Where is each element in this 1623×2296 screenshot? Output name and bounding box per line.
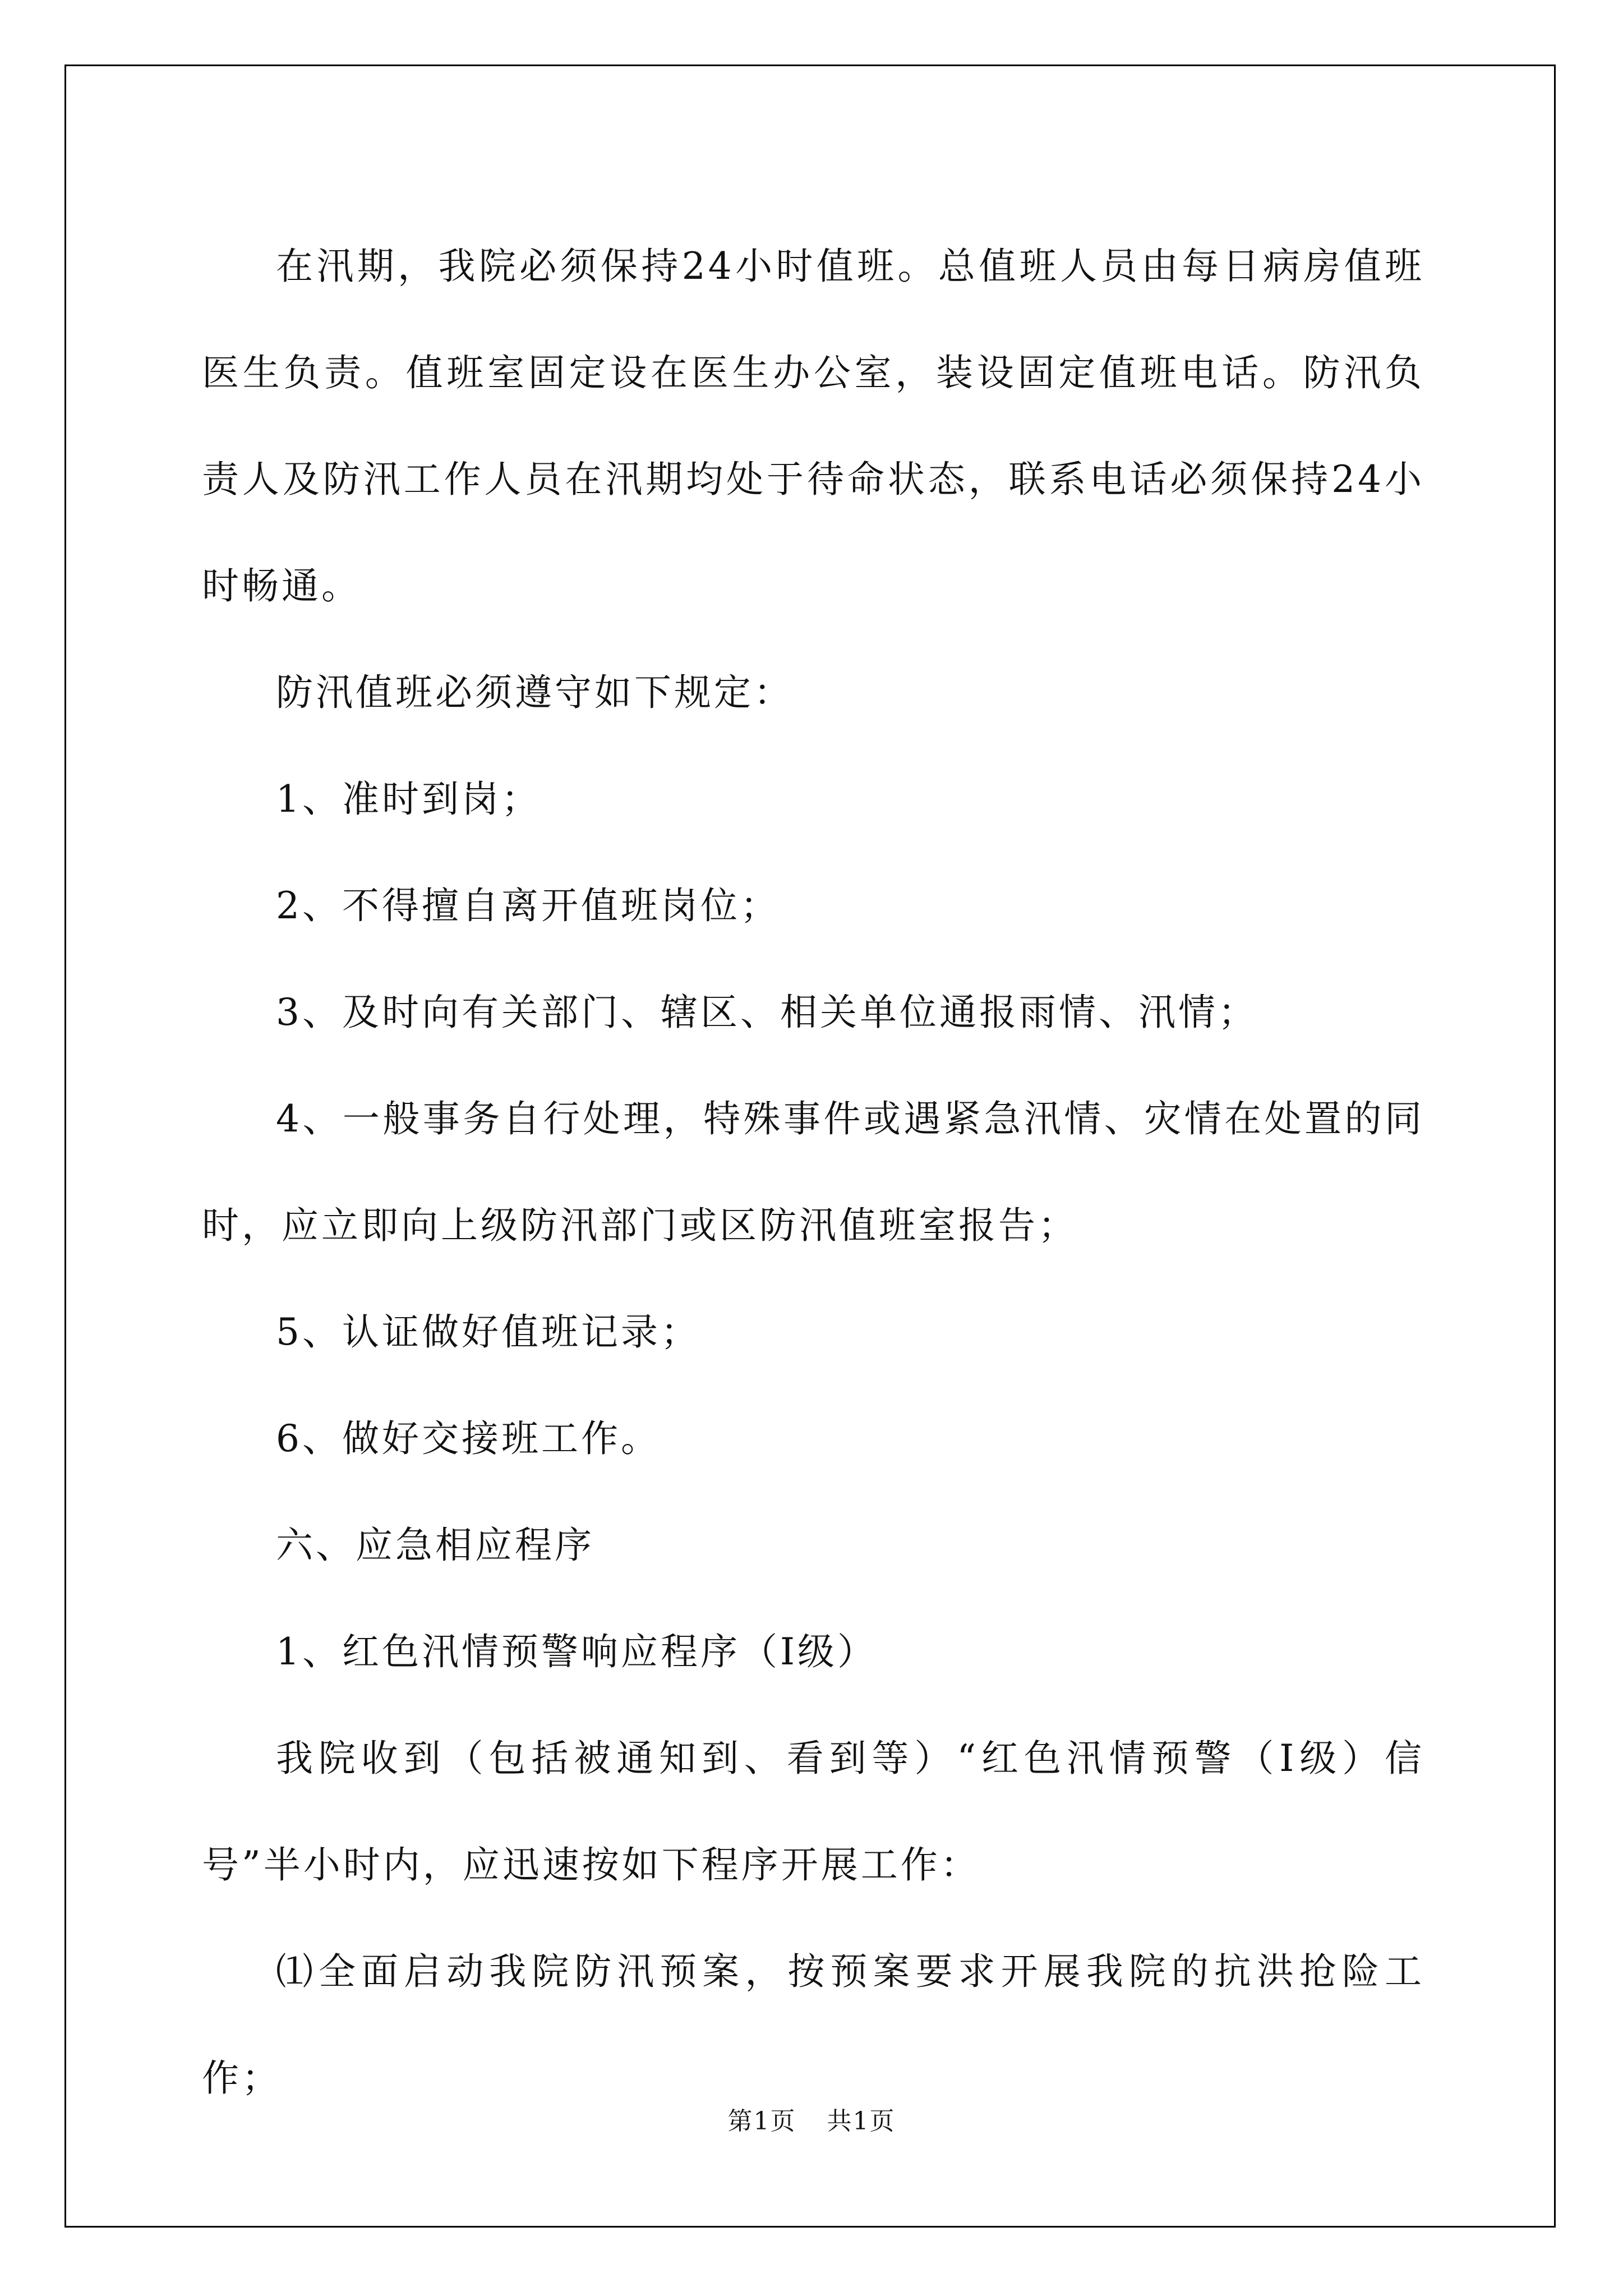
document-body: [202, 213, 1424, 2132]
list-item-rule-3: 3、及时向有关部门、辖区、相关单位通报雨情、汛情；: [276, 991, 1258, 1034]
paragraph-red-warning-response: 我院收到（包括被通知到、看到等）“红色汛情预警（Ⅰ级）信号”半小时内，应迅速按如下程序开展工作：: [202, 1737, 1424, 1887]
section-heading-emergency-procedure: 六、应急相应程序: [276, 1524, 594, 1567]
list-item-rule-6: 6、做好交接班工作。: [276, 1417, 661, 1460]
paragraph-duty-rules-intro: 防汛值班必须遵守如下规定：: [276, 671, 794, 714]
list-item-rule-2: 2、不得擅自离开值班岗位；: [276, 884, 780, 927]
list-item-rule-4: 4、一般事务自行处理，特殊事件或遇紧急汛情、灾情在处置的同时，应立即向上级防汛部门或区防汛值班室报告；: [202, 1097, 1424, 1247]
total-pages: 共1页: [827, 2107, 896, 2136]
subsection-heading-red-warning: 1、红色汛情预警响应程序（Ⅰ级）: [276, 1630, 878, 1673]
page-number: 第1页: [727, 2107, 796, 2136]
list-item-step-1: ⑴全面启动我院防汛预案，按预案要求开展我院的抗洪抢险工作；: [202, 1950, 1424, 2100]
page-footer: [0, 2101, 1623, 2137]
paragraph-duty-overview: 在汛期，我院必须保持24小时值班。总值班人员由每日病房值班医生负责。值班室固定设在医生办公室，装设固定值班电话。防汛负责人及防汛工作人员在汛期均处于待命状态，联系电话必须保持24小时畅通。: [202, 245, 1424, 608]
list-item-rule-1: 1、准时到岗；: [276, 777, 541, 821]
list-item-rule-5: 5、认证做好值班记录；: [276, 1310, 700, 1354]
